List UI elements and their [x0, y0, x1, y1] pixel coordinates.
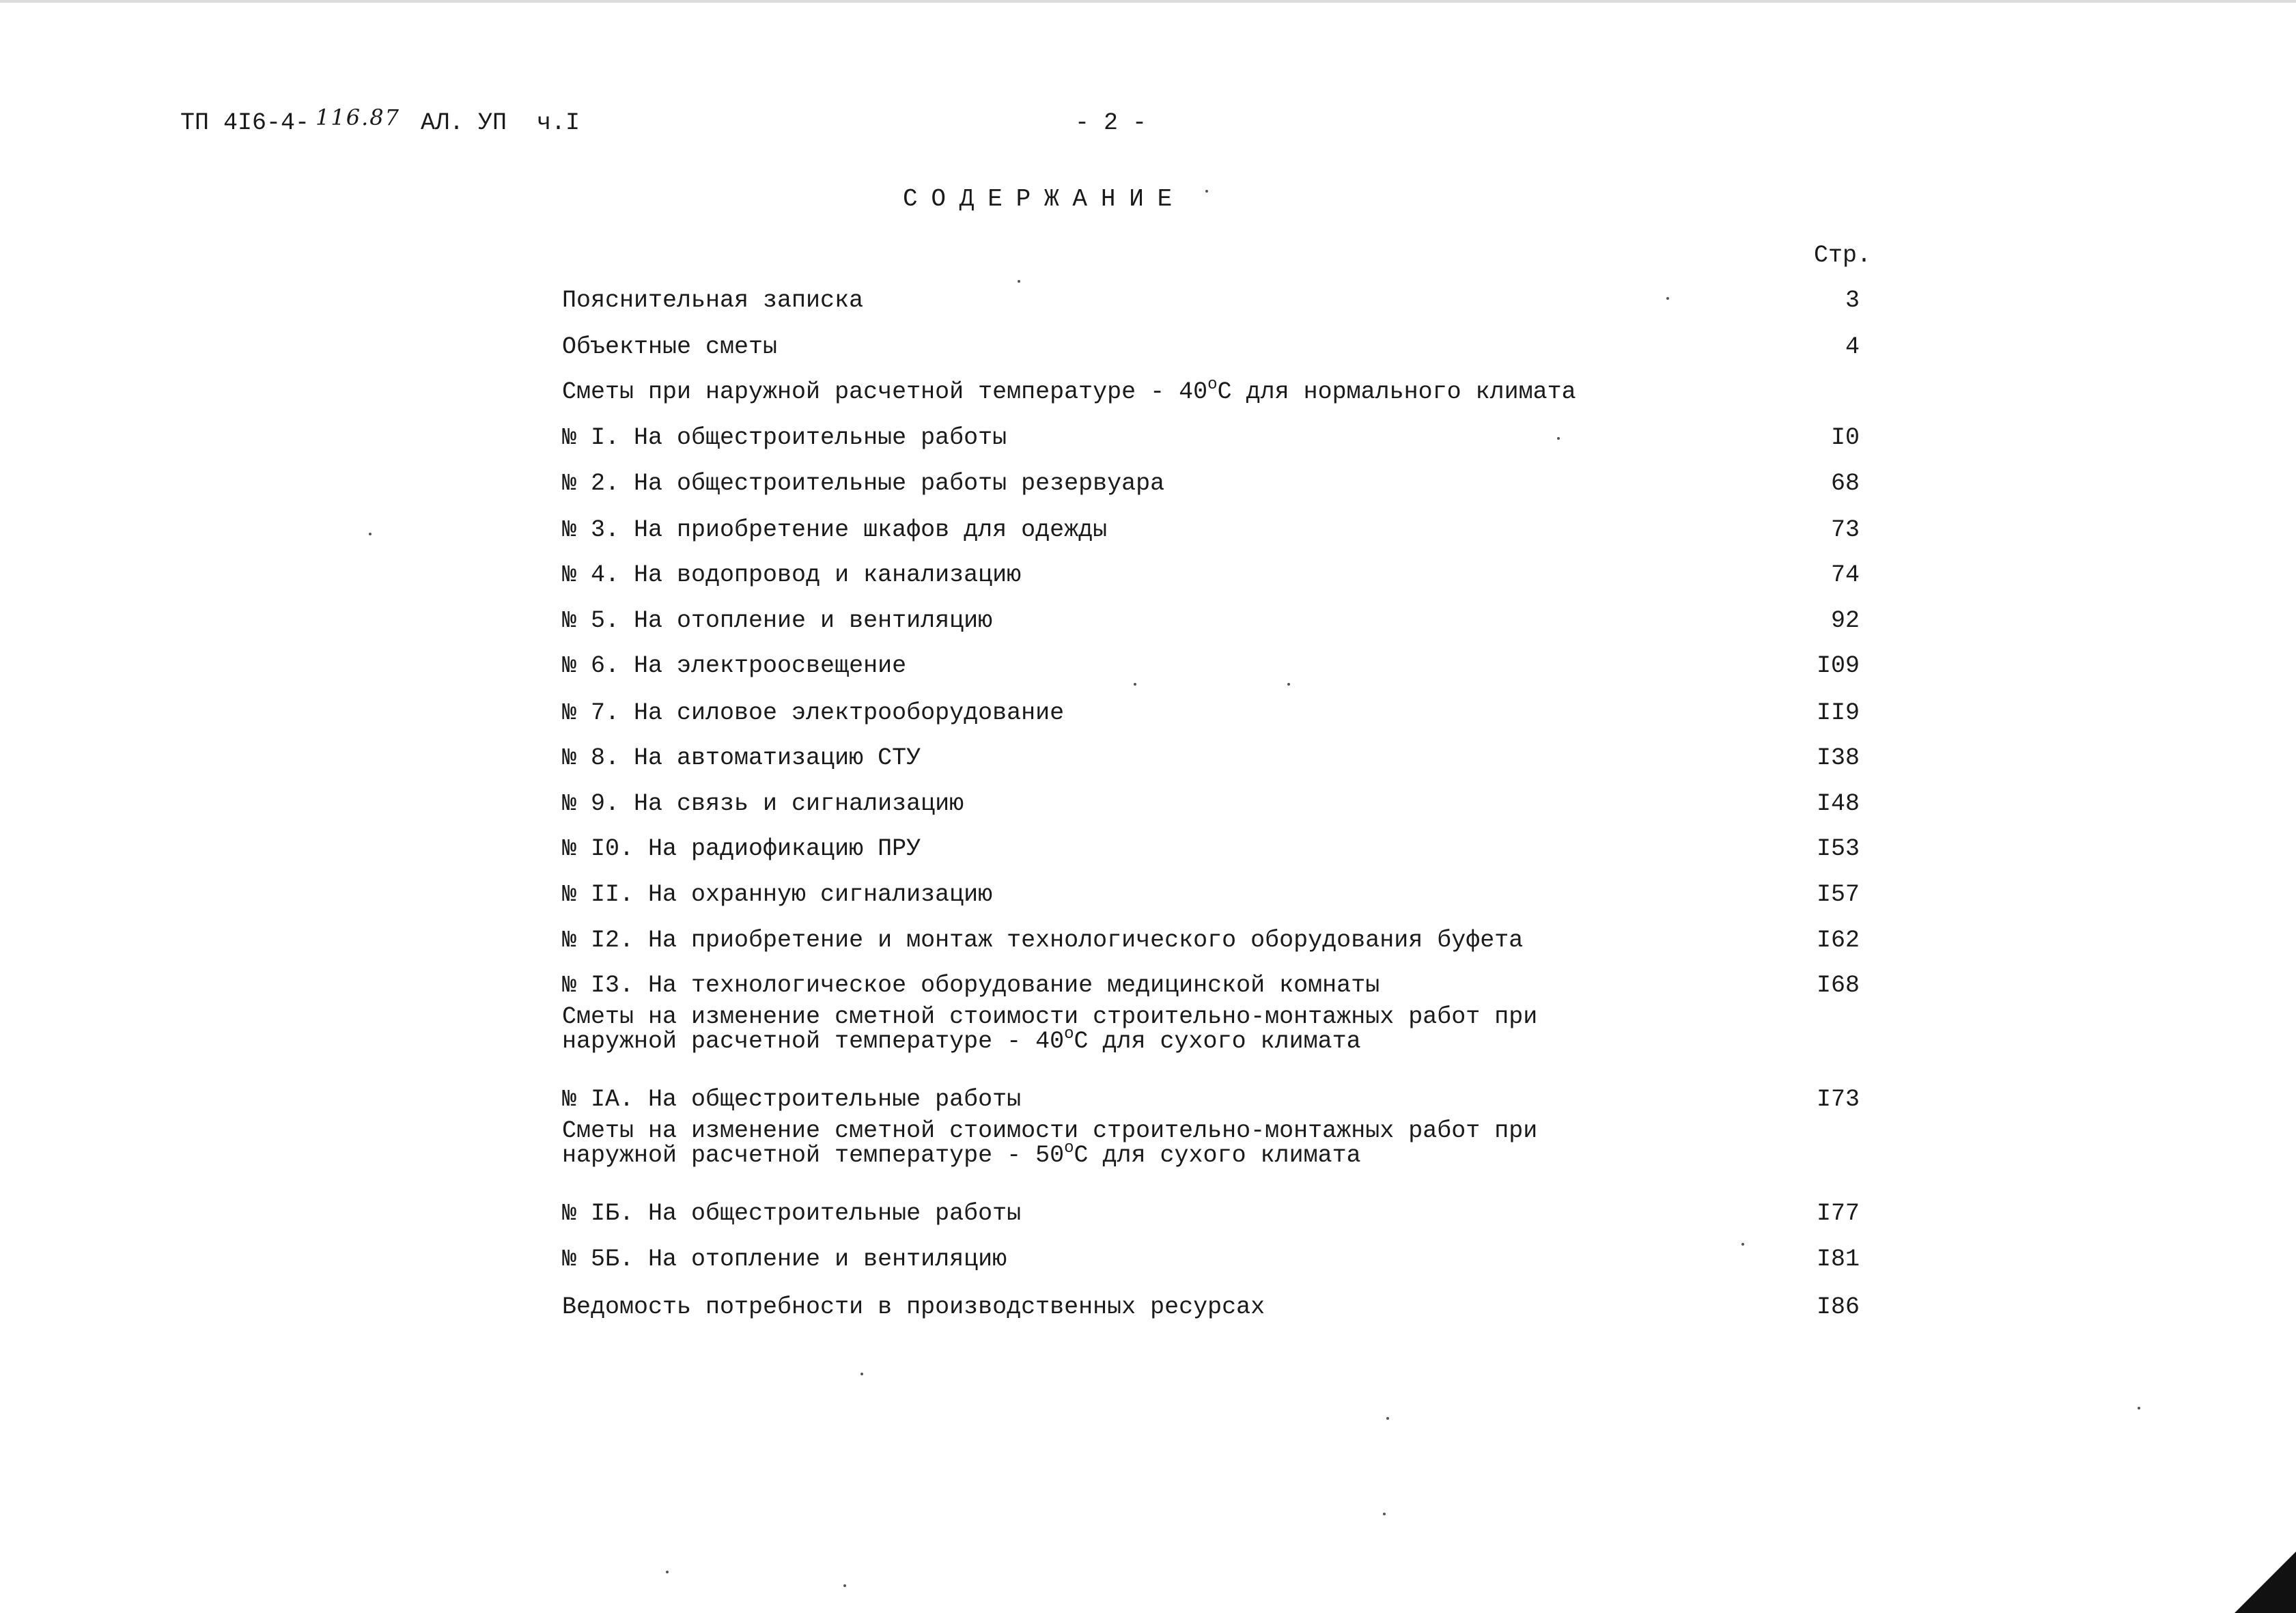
heading-text: С для сухого климата [1074, 1142, 1361, 1169]
toc-page-number: I77 [1816, 1200, 1860, 1227]
toc-entry-text: № I0. На радиофикацию ПРУ [562, 835, 921, 862]
toc-entry-text: № 4. На водопровод и канализацию [562, 561, 1022, 589]
toc-page-number: I68 [1816, 972, 1860, 999]
part-label: ч.I [537, 109, 580, 137]
degree-sup: о [1207, 376, 1218, 394]
scan-speck [2138, 1407, 2140, 1409]
toc-entry-text: Объектные сметы [562, 333, 778, 361]
toc-section-line1: Сметы на изменение сметной стоимости строительно-монтажных работ при [562, 1117, 1538, 1145]
toc-page-number: I0 [1830, 424, 1860, 451]
toc-page-number: I73 [1816, 1086, 1860, 1113]
scan-speck [1666, 297, 1669, 300]
toc-page-number: 92 [1830, 607, 1860, 634]
scan-speck [1205, 190, 1208, 193]
album-label: АЛ. УП [421, 109, 507, 137]
scan-speck [1741, 1243, 1744, 1246]
scan-speck [369, 533, 372, 535]
toc-entry-text: № I. На общестроительные работы [562, 424, 1007, 451]
page-title: СОДЕРЖАНИЕ [903, 185, 1186, 213]
toc-entry-text: № 3. На приобретение шкафов для одежды [562, 516, 1108, 544]
toc-page-number: I57 [1816, 881, 1860, 908]
heading-text: Сметы при наружной расчетной температуре - 40 [562, 378, 1208, 406]
handwritten-number: 116.87 [316, 104, 400, 130]
scan-speck [843, 1584, 846, 1587]
toc-entry-text: № 2. На общестроительные работы резервуара [562, 470, 1165, 497]
heading-text: С для сухого климата [1074, 1028, 1361, 1055]
page-column-label: Стр. [1813, 242, 1871, 269]
toc-section-heading [562, 1025, 1361, 1055]
toc-entry-text: № IА. На общестроительные работы [562, 1086, 1022, 1113]
toc-page-number: I53 [1816, 835, 1860, 862]
scan-speck [1383, 1513, 1386, 1515]
scan-speck [1018, 280, 1020, 283]
toc-entry-text: № IБ. На общестроительные работы [562, 1200, 1022, 1227]
heading-text: наружной расчетной температуре - 40 [562, 1028, 1065, 1055]
toc-page-number: I48 [1816, 790, 1860, 817]
scan-speck [860, 1373, 863, 1375]
scan-speck [1134, 683, 1136, 686]
scan-corner [2235, 1552, 2296, 1613]
scan-speck [1557, 437, 1560, 440]
toc-entry-text: № 5. На отопление и вентиляцию [562, 607, 993, 634]
toc-entry-text: № 5Б. На отопление и вентиляцию [562, 1246, 1007, 1273]
doc-code: ТП 4I6-4- [180, 109, 310, 137]
degree-sup: о [1064, 1139, 1074, 1158]
toc-section-heading [562, 378, 1576, 406]
toc-page-number: I09 [1816, 652, 1860, 679]
toc-entry-text: № I3. На технологическое оборудование медицинской комнаты [562, 972, 1380, 999]
toc-entry-text: Пояснительная записка [562, 287, 864, 314]
toc-page-number: I86 [1816, 1293, 1860, 1321]
toc-page-number: I62 [1816, 927, 1860, 954]
toc-entry-text: № 9. На связь и сигнализацию [562, 790, 964, 817]
toc-section-heading [562, 1139, 1361, 1169]
scan-edge [0, 0, 2296, 3]
toc-page-number: I81 [1816, 1246, 1860, 1273]
toc-page-number: I38 [1816, 744, 1860, 772]
toc-entry-text: № 7. На силовое электрооборудование [562, 699, 1065, 727]
toc-page-number: 74 [1830, 561, 1860, 589]
scan-speck [1287, 683, 1290, 686]
toc-entry-text: № 6. На электроосвещение [562, 652, 907, 679]
toc-entry-text: № 8. На автоматизацию СТУ [562, 744, 921, 772]
degree-sup: о [1064, 1025, 1074, 1043]
toc-page-number: 68 [1830, 470, 1860, 497]
toc-entry-text: № II. На охранную сигнализацию [562, 881, 993, 908]
toc-entry-text: № I2. На приобретение и монтаж технологического оборудования буфета [562, 927, 1524, 954]
toc-section-line1: Сметы на изменение сметной стоимости строительно-монтажных работ при [562, 1003, 1538, 1030]
toc-page-number: 4 [1845, 333, 1860, 361]
page-number: - 2 - [1075, 109, 1147, 137]
toc-page-number: 3 [1845, 287, 1860, 314]
scan-speck [1386, 1417, 1389, 1420]
toc-page-number: 73 [1830, 516, 1860, 544]
heading-text: наружной расчетной температуре - 50 [562, 1142, 1065, 1169]
toc-page-number: II9 [1816, 699, 1860, 727]
heading-text: С для нормального климата [1217, 378, 1576, 406]
toc-entry-text: Ведомость потребности в производственных ресурсах [562, 1293, 1265, 1321]
scan-speck [666, 1571, 669, 1573]
